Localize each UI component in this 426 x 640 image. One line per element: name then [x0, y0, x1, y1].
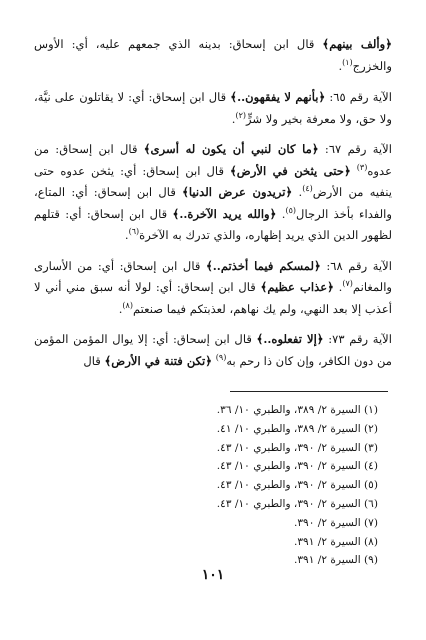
paragraph [34, 329, 392, 372]
footnote: (٦) السيرة ٢/ ٣٩٠، والطبري ١٠/ ٤٣. [216, 497, 378, 510]
paragraph [34, 256, 392, 321]
text-run: قال ابن إسحاق: أي: قتلهم لظهور الدين الذي يريد إظهاره، والذي تدرك به الآخرة [34, 206, 392, 242]
footnote-ref: (٨) [122, 300, 133, 310]
text-run: قال ابن إسحاق: من عدوه [34, 142, 392, 178]
text-run: قال [83, 353, 105, 368]
footnote-ref: (٩) [215, 352, 227, 362]
footnote: (١) السيرة ٢/ ٣٨٩، والطبري ١٠/ ٣٦. [216, 404, 378, 416]
footnote-ref: (٦) [128, 227, 140, 237]
text-run: قال ابن إسحاق: أي: لا يقاتلون على نيَّة، ولا حق، ولا معرفة بخير ولا شرٍّ [34, 90, 392, 126]
paragraph [34, 87, 392, 130]
quran-verse: ﴿ما كان لنبي أن يكون له أسرى﴾ [143, 142, 319, 156]
text-run: . [118, 301, 123, 316]
text-run: الآية رقم ٦٥: [325, 90, 392, 104]
quran-verse: ﴿إلا تفعلوه..﴾ [256, 332, 324, 346]
page-number: ١٠١ [201, 567, 225, 583]
footnote: (٤) السيرة ٢/ ٣٩٠، والطبري ١٠/ ٤٣. [216, 460, 378, 473]
text-run: . [276, 206, 286, 221]
footnote-ref: (٧) [342, 279, 353, 289]
text-run: قال ابن إسحاق: بدينه الذي جمعهم عليه، أي: الأوس والخزرج [34, 37, 392, 73]
footnote-ref: (٥) [285, 205, 297, 215]
text-run: الآية رقم ٦٧: [318, 142, 392, 156]
text-run: قال ابن إسحاق: أي: يثخن عدوه حتى ينفيه من الأرض [34, 163, 393, 199]
footnotes-list [150, 401, 378, 570]
footnote: (٥) السيرة ٢/ ٣٩٠، والطبري ١٠/ ٤٣. [216, 479, 378, 492]
footnote: (٩) السيرة ٢/ ٣٩١. [293, 554, 378, 567]
quran-verse: ﴿حتى يثخن في الأرض﴾ [230, 163, 351, 178]
text-run: قال ابن إسحاق: أي: لولا أنه سبق مني أني لا أعذب إلا بعد النهي، ولم يك نهاهم، لعذبتكم فيما صنعتم [34, 280, 392, 316]
text-run: قال ابن إسحاق: أي: من الأسارى والمغانم [34, 258, 393, 294]
paragraph [34, 34, 392, 77]
paragraph [34, 139, 392, 247]
footnote: (٧) السيرة ٢/ ٣٩٠. [293, 516, 378, 529]
text-run: . [292, 185, 303, 199]
main-text [34, 34, 392, 381]
quran-verse: ﴿تريدون عرض الدنيا﴾ [182, 185, 293, 199]
text-run: . [333, 280, 343, 294]
footnote: (٣) السيرة ٢/ ٣٩٠، والطبري ١٠/ ٤٣. [216, 441, 378, 454]
text-run: الآية رقم ٦٨: [320, 258, 392, 273]
footnote-separator [230, 391, 388, 392]
quran-verse: ﴿عذاب عظيم﴾ [260, 280, 334, 294]
footnote-ref: (٣) [356, 162, 368, 172]
quran-verse: ﴿والله يريد الآخرة..﴾ [172, 206, 277, 221]
quran-verse: ﴿وألف بينهم﴾ [322, 37, 392, 51]
text-run: . [231, 111, 236, 126]
footnote-ref: (١) [342, 57, 353, 67]
text-run: قال ابن إسحاق: أي: إلا يوال المؤمن المؤمن من دون الكافر، وإن كان ذا رحم به [34, 332, 392, 368]
footnote-ref: (٤) [302, 184, 313, 194]
text-run: . [124, 228, 129, 242]
footnote: (٢) السيرة ٢/ ٣٨٩، والطبري ١٠/ ٤١. [216, 422, 378, 435]
quran-verse: ﴿بأنهم لا يفقهون..﴾ [230, 90, 326, 104]
text-run: الآية رقم ٧٣: [323, 332, 393, 346]
footnote: (٨) السيرة ٢/ ٣٩١. [293, 535, 378, 548]
text-run: قال ابن إسحاق: أي: المتاع، والفداء بأخذ الرجال [34, 185, 392, 221]
footnote-ref: (٢) [235, 110, 246, 120]
quran-verse: ﴿تكن فتنة في الأرض﴾ [104, 353, 213, 368]
quran-verse: ﴿لمسكم فيما أخذتم..﴾ [205, 258, 321, 273]
text-run: . [338, 58, 343, 73]
